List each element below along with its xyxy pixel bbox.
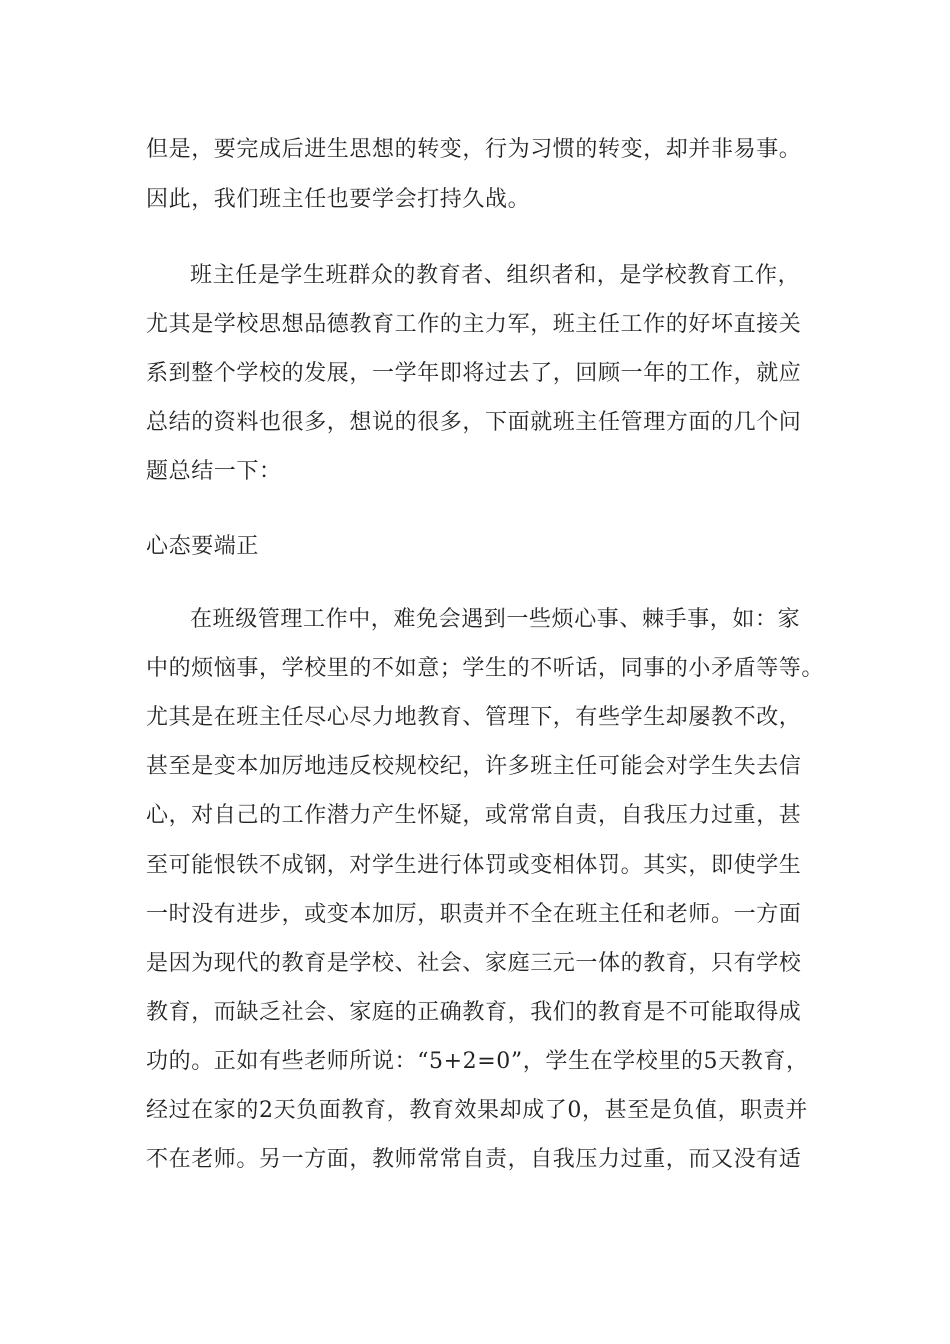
text-line: 系到整个学校的发展，一学年即将过去了，回顾一年的工作，就应 xyxy=(146,361,802,386)
text-line: 功的。正如有些老师所说：“5+2=0”，学生在学校里的5天教育， xyxy=(146,1049,809,1074)
text-line: 不在老师。另一方面，教师常常自责，自我压力过重，而又没有适 xyxy=(146,1147,802,1172)
text-line: 中的烦恼事，学校里的不如意；学生的不听话，同事的小矛盾等等。 xyxy=(146,656,825,681)
text-line: 经过在家的2天负面教育，教育效果却成了0，甚至是负值，职责并 xyxy=(146,1098,808,1123)
paragraph-first-line: 在班级管理工作中，难免会遇到一些烦心事、棘手事，如：家 xyxy=(190,607,801,632)
text-line: 教育，而缺乏社会、家庭的正确教育，我们的教育是不可能取得成 xyxy=(146,1000,802,1025)
text-line: 但是，要完成后进生思想的转变，行为习惯的转变，却并非易事。 xyxy=(146,137,802,162)
text-line: 至可能恨铁不成钢，对学生进行体罚或变相体罚。其实，即使学生 xyxy=(146,853,802,878)
text-line: 一时没有进步，或变本加厉，职责并不全在班主任和老师。一方面 xyxy=(146,902,802,927)
text-line: 题总结一下： xyxy=(146,459,282,484)
text-line: 尤其是学校思想品德教育工作的主力军，班主任工作的好坏直接关 xyxy=(146,312,802,337)
text-line: 是因为现代的教育是学校、社会、家庭三元一体的教育，只有学校 xyxy=(146,951,802,976)
text-line: 心，对自己的工作潜力产生怀疑，或常常自责，自我压力过重，甚 xyxy=(146,803,802,828)
text-line: 因此，我们班主任也要学会打持久战。 xyxy=(146,187,531,212)
section-heading: 心态要端正 xyxy=(146,534,260,559)
text-line: 尤其是在班主任尽心尽力地教育、管理下，有些学生却屡教不改， xyxy=(146,705,802,730)
text-line: 甚至是变本加厉地违反校规校纪，许多班主任可能会对学生失去信 xyxy=(146,754,802,779)
paragraph-first-line: 班主任是学生班群众的教育者、组织者和，是学校教育工作， xyxy=(190,263,801,288)
text-line: 总结的资料也很多，想说的很多，下面就班主任管理方面的几个问 xyxy=(146,410,802,435)
